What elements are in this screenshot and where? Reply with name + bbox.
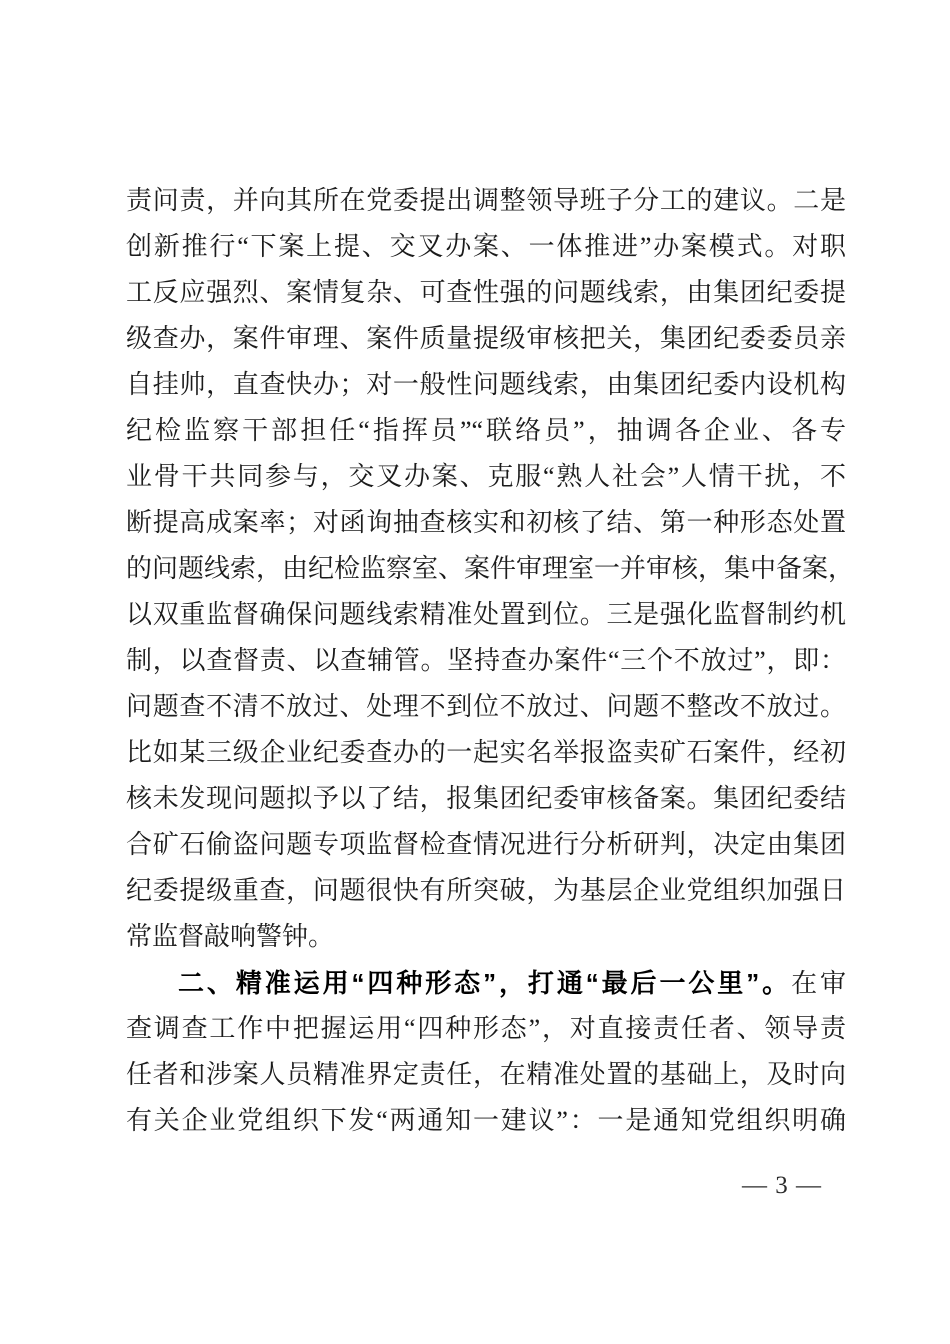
section-2-heading: 二、精准运用“四种形态”，打通“最后一公里”。	[178, 968, 792, 998]
text-line: 以双重监督确保问题线索精准处置到位。三是强化监督制约机	[126, 600, 846, 629]
text-line: 查调查工作中把握运用“四种形态”，对直接责任者、领导责	[126, 1014, 846, 1043]
text-line: 问题查不清不放过、处理不到位不放过、问题不整改不放过。	[126, 692, 846, 721]
text-line: 工反应强烈、案情复杂、可查性强的问题线索，由集团纪委提	[126, 278, 846, 307]
text-line: 比如某三级企业纪委查办的一起实名举报盗卖矿石案件，经初	[126, 738, 846, 767]
text-line: 创新推行“下案上提、交叉办案、一体推进”办案模式。对职	[126, 232, 846, 261]
body-text	[126, 178, 855, 1144]
text-line: 合矿石偷盗问题专项监督检查情况进行分析研判，决定由集团	[126, 830, 846, 859]
text-line: 级查办，案件审理、案件质量提级审核把关，集团纪委委员亲	[126, 324, 846, 353]
text-line: 业骨干共同参与，交叉办案、克服“熟人社会”人情干扰，不	[126, 462, 846, 491]
page-number: — 3 —	[742, 1172, 822, 1199]
text-line: 断提高成案率；对函询抽查核实和初核了结、第一种形态处置	[126, 508, 846, 537]
text-line: 任者和涉案人员精准界定责任，在精准处置的基础上，及时向	[126, 1060, 846, 1089]
text-line-paragraph-end: 常监督敲响警钟。	[126, 922, 335, 951]
section-2-heading-tail: 在审	[791, 969, 846, 998]
section-2-heading-line	[126, 960, 846, 1006]
text-line: 责问责，并向其所在党委提出调整领导班子分工的建议。二是	[126, 186, 846, 215]
text-line: 核未发现问题拟予以了结，报集团纪委审核备案。集团纪委结	[126, 784, 846, 813]
text-line: 纪检监察干部担任“指挥员”“联络员”，抽调各企业、各专	[126, 416, 846, 445]
text-line: 的问题线索，由纪检监察室、案件审理室一并审核，集中备案，	[126, 554, 855, 583]
text-line: 有关企业党组织下发“两通知一建议”：一是通知党组织明确	[126, 1106, 846, 1135]
text-line: 自挂帅，直查快办；对一般性问题线索，由集团纪委内设机构	[126, 370, 846, 399]
text-line: 制，以查督责、以查辅管。坚持查办案件“三个不放过”，即：	[126, 646, 846, 675]
text-line: 纪委提级重查，问题很快有所突破，为基层企业党组织加强日	[126, 876, 846, 905]
